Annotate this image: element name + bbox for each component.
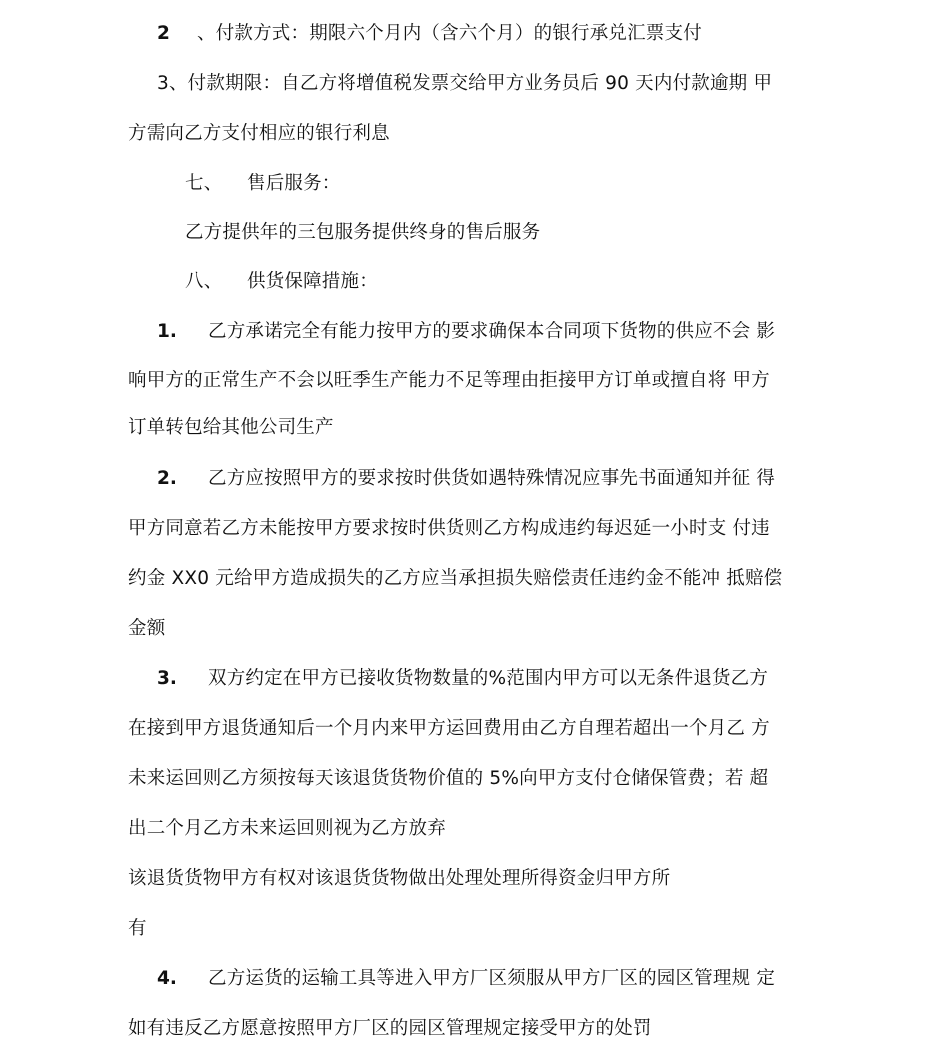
item-text: 在接到甲方退货通知后一个月内来甲方运回费用由乙方自理若超出一个月乙 方: [128, 718, 770, 739]
after-sales-line: 乙方提供年的三包服务提供终身的售后服务: [185, 222, 541, 243]
item-text: 响甲方的正常生产不会以旺季生产能力不足等理由拒接甲方订单或擅自将 甲方: [128, 370, 770, 391]
payment-method-line: 、付款方式：期限六个月内（含六个月）的银行承兑汇票支付: [197, 23, 702, 44]
item-number: 2.: [157, 468, 177, 489]
item-number: 1.: [157, 321, 177, 342]
item-text: 有: [128, 918, 147, 939]
item-text: 该退货货物甲方有权对该退货货物做出处理处理所得资金归甲方所: [128, 868, 671, 889]
payment-term-line: 3、付款期限：自乙方将增值税发票交给甲方业务员后 90 天内付款逾期 甲: [157, 73, 773, 94]
item-text: 金额: [128, 618, 166, 639]
item-text: 出二个月乙方未来运回则视为乙方放弃: [128, 818, 446, 839]
item-text: 双方约定在甲方已接收货物数量的%范围内甲方可以无条件退货乙方: [208, 668, 769, 689]
item-text: 乙方承诺完全有能力按甲方的要求确保本合同项下货物的供应不会 影: [208, 321, 776, 342]
payment-term-line-cont: 方需向乙方支付相应的银行利息: [128, 123, 390, 144]
item-number: 3.: [157, 668, 177, 689]
item-text: 如有违反乙方愿意按照甲方厂区的园区管理规定接受甲方的处罚: [128, 1018, 652, 1039]
section-heading: 售后服务：: [247, 173, 341, 194]
item-text: 乙方运货的运输工具等进入甲方厂区须服从甲方厂区的园区管理规 定: [208, 968, 776, 989]
item-text: 甲方同意若乙方未能按甲方要求按时供货则乙方构成违约每迟延一小时支 付违: [128, 518, 770, 539]
section-number: 七、: [185, 173, 223, 194]
section-number: 八、: [185, 271, 223, 292]
item-text: 未来运回则乙方须按每天该退货货物价值的 5%向甲方支付仓储保管费；若 超: [128, 768, 769, 789]
item-number: 4.: [157, 968, 177, 989]
item-number: 2: [157, 23, 170, 44]
item-text: 乙方应按照甲方的要求按时供货如遇特殊情况应事先书面通知并征 得: [208, 468, 776, 489]
item-text: 约金 XX0 元给甲方造成损失的乙方应当承担损失赔偿责任违约金不能冲 抵赔偿: [128, 568, 783, 589]
item-text: 订单转包给其他公司生产: [128, 417, 334, 438]
section-heading: 供货保障措施：: [247, 271, 378, 292]
